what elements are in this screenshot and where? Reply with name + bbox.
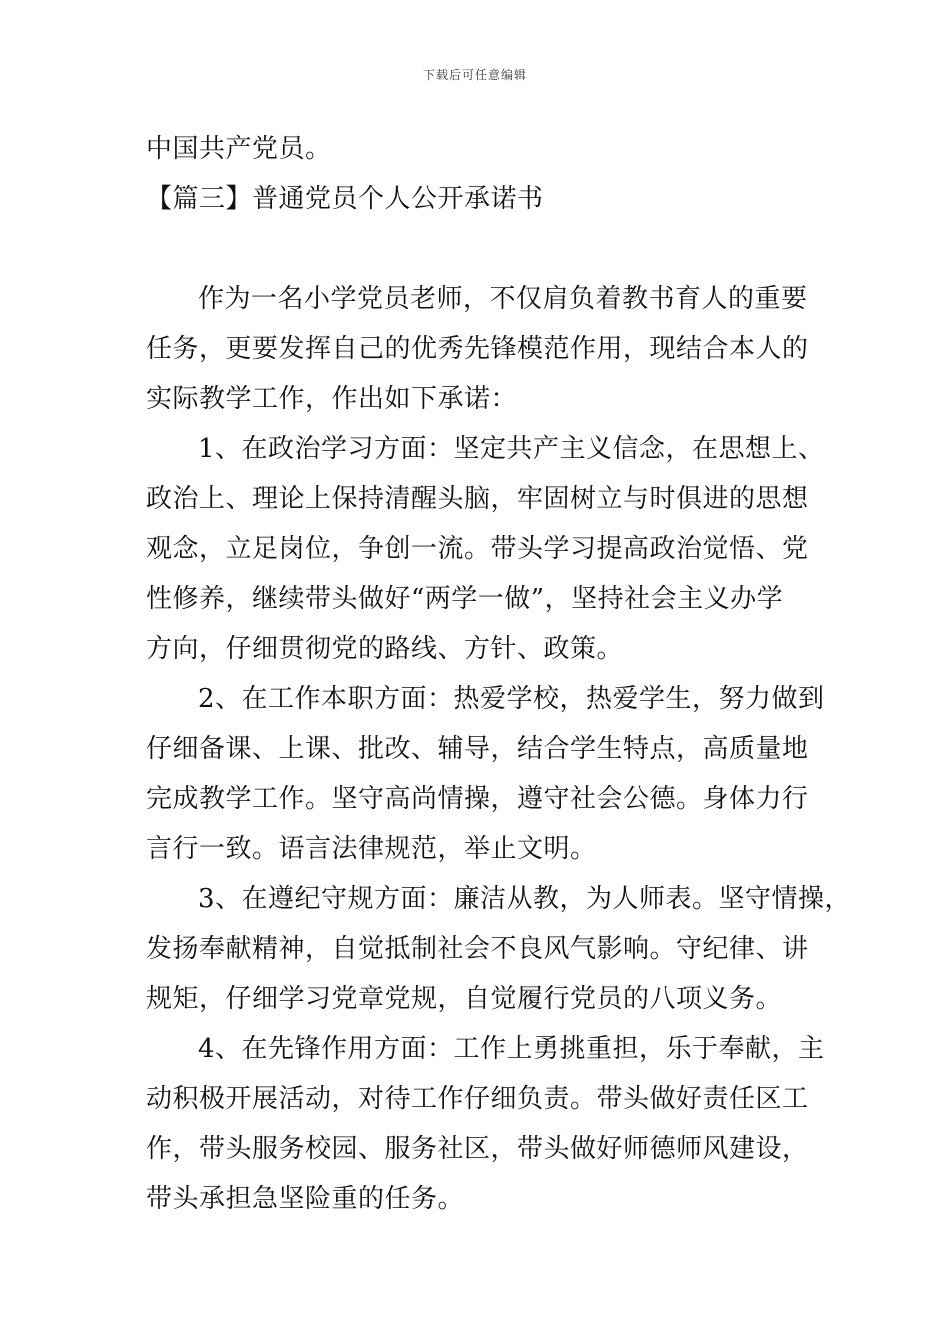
paragraph-line: 4、在先锋作用方面：工作上勇挑重担，乐于奉献，主 xyxy=(198,1034,825,1064)
paragraph-line: 政治上、理论上保持清醒头脑，牢固树立与时俱进的思想 xyxy=(146,484,809,514)
paragraph-line: 作为一名小学党员老师，不仅肩负着教书育人的重要 xyxy=(198,284,808,314)
paragraph-line: 动积极开展活动，对待工作仔细负责。带头做好责任区工 xyxy=(146,1084,809,1114)
document-body xyxy=(146,124,852,1224)
paragraph-line: 规矩，仔细学习党章党规，自觉履行党员的八项义务。 xyxy=(146,984,783,1014)
paragraph-line: 2、在工作本职方面：热爱学校，热爱学生，努力做到 xyxy=(198,684,825,714)
paragraph-line: 发扬奉献精神，自觉抵制社会不良风气影响。守纪律、讲 xyxy=(146,934,809,964)
paragraph-5 xyxy=(146,1024,836,1224)
paragraph-line: 带头承担急坚险重的任务。 xyxy=(146,1184,465,1214)
blank-spacer xyxy=(146,224,836,274)
paragraph-line: 完成教学工作。坚守高尚情操，遵守社会公德。身体力行 xyxy=(146,784,809,814)
paragraph-line: 3、在遵纪守规方面：廉洁从教，为人师表。坚守情操， xyxy=(198,884,852,914)
paragraph-2 xyxy=(146,424,836,674)
section-title: 【篇三】普通党员个人公开承诺书 xyxy=(146,184,544,214)
paragraph-3 xyxy=(146,674,836,874)
paragraph-line: 观念，立足岗位，争创一流。带头学习提高政治觉悟、党 xyxy=(146,534,809,564)
page-header-note: 下载后可任意编辑 xyxy=(422,68,527,82)
paragraph-line: 仔细备课、上课、批改、辅导，结合学生特点，高质量地 xyxy=(146,734,809,764)
paragraph-line: 作，带头服务校园、服务社区，带头做好师德师风建设， xyxy=(146,1134,809,1164)
paragraph-line: 1、在政治学习方面：坚定共产主义信念，在思想上、 xyxy=(198,434,825,464)
paragraph-4 xyxy=(146,874,852,1024)
paragraph-line: 实际教学工作，作出如下承诺： xyxy=(146,384,518,414)
intro-line: 中国共产党员。 xyxy=(146,134,332,164)
paragraph-1 xyxy=(146,274,836,424)
paragraph-line: 任务，更要发挥自己的优秀先锋模范作用，现结合本人的 xyxy=(146,334,809,364)
paragraph-line: 言行一致。语言法律规范，举止文明。 xyxy=(146,834,597,864)
paragraph-line: 方向，仔细贯彻党的路线、方针、政策。 xyxy=(146,634,624,664)
paragraph-line: 性修养，继续带头做好“两学一做”，坚持社会主义办学 xyxy=(146,584,784,614)
